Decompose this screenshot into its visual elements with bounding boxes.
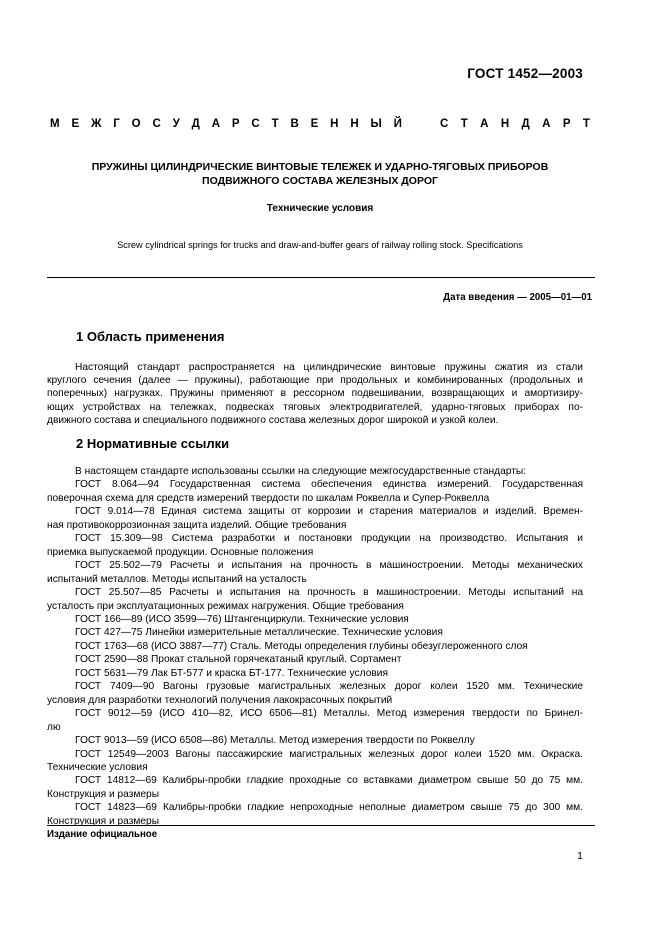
reference-line: ГОСТ 9.014—78 Единая система защиты от коррозии и старения материалов и изделий. Времен- xyxy=(75,506,583,518)
spaced-letter: А xyxy=(480,118,489,130)
spaced-letter: Е xyxy=(71,118,80,130)
reference-line: ГОСТ 7409—90 Вагоны грузовые магистральных железных дорог колеи 1520 мм. Технические xyxy=(75,681,583,693)
spaced-heading xyxy=(50,118,590,130)
reference-line: ГОСТ 1763—68 (ИСО 3887—77) Сталь. Методы определения глубины обезуглероженного слоя xyxy=(75,640,528,652)
document-title xyxy=(60,160,580,188)
spaced-letter: В xyxy=(290,118,299,130)
reference-line: лю xyxy=(47,721,61,733)
reference-line: ГОСТ 14812—69 Калибры-пробки гладкие проходные со вставками диаметром свыше 50 до 75 мм. xyxy=(75,775,583,787)
reference-line: Технические условия xyxy=(47,761,148,773)
spaced-letter: С xyxy=(440,118,449,130)
spaced-letter: М xyxy=(50,118,60,130)
reference-line: ГОСТ 2590—88 Прокат стальной горячекатаный круглый. Сортамент xyxy=(75,654,402,666)
reference-line: поверочная схема для средств измерений твердости по шкалам Роквелла и Супер-Роквелла xyxy=(47,492,490,504)
section-1-body xyxy=(47,361,583,427)
english-title: Screw cylindrical springs for trucks and draw-and-buffer gears of railway rolling stock. Specifications xyxy=(117,240,523,250)
reference-line: Конструкция и размеры xyxy=(47,815,160,827)
reference-line: ГОСТ 25.507—85 Расчеты и испытания на прочность в машиностроении. Методы испытаний на xyxy=(75,587,583,599)
reference-line: приемка выпускаемой продукции. Основные положения xyxy=(47,546,314,558)
spaced-letter: Т xyxy=(460,118,468,130)
title-line-1: ПРУЖИНЫ ЦИЛИНДРИЧЕСКИЕ ВИНТОВЫЕ ТЕЛЕЖЕК И УДАРНО-ТЯГОВЫХ ПРИБОРОВ xyxy=(91,161,549,173)
spaced-heading-word-2 xyxy=(440,118,590,130)
spaced-letter: Р xyxy=(562,118,571,130)
reference-line: ГОСТ 166—89 (ИСО 3599—76) Штангенциркули. Технические условия xyxy=(75,613,409,625)
spaced-letter: Г xyxy=(113,118,120,130)
paragraph-line: круглого сечения (далее — пружины), работающие при продольных и комбинированных (продольных и xyxy=(47,375,583,387)
spaced-letter: Д xyxy=(521,118,530,130)
reference-line: В настоящем стандарте использованы ссылки на следующие межгосударственные стандарты: xyxy=(75,466,527,477)
reference-line: ГОСТ 9012—59 (ИСО 410—82, ИСО 6506—81) Металлы. Метод измерения твердости по Бринел- xyxy=(75,708,583,720)
spaced-letter: Т xyxy=(582,118,590,130)
spaced-letter: Ж xyxy=(90,118,102,130)
spaced-letter: Й xyxy=(393,118,402,130)
spaced-heading-word-1 xyxy=(50,118,402,130)
reference-line: условия для разработки технологий получения лакокрасочных покрытий xyxy=(47,694,393,706)
reference-line: ГОСТ 5631—79 Лак БТ-577 и краска БТ-177. Технические условия xyxy=(75,667,388,679)
spaced-letter: С xyxy=(152,118,161,130)
introduction-date: Дата введения — 2005—01—01 xyxy=(443,292,592,303)
reference-line: Конструкция и размеры xyxy=(47,788,160,800)
page-number: 1 xyxy=(577,850,583,862)
reference-line: ГОСТ 12549—2003 Вагоны пассажирские магистральных железных дорог колеи 1520 мм. Окраска. xyxy=(75,748,583,760)
paragraph-line: движного состава и специального подвижного состава железных дорог широкой и узкой колеи. xyxy=(47,414,499,426)
spaced-letter: А xyxy=(542,118,551,130)
reference-line: усталость при эксплуатационных режимах нагружения. Общие требования xyxy=(47,600,404,612)
spaced-letter: А xyxy=(211,118,221,130)
reference-line: ГОСТ 427—75 Линейки измерительные металлические. Технические условия xyxy=(75,627,443,639)
reference-line: ГОСТ 14823—69 Калибры-пробки гладкие непроходные неполные диаметром свыше 75 до 300 мм. xyxy=(75,802,583,814)
section-2-heading: 2 Нормативные ссылки xyxy=(76,436,230,451)
reference-line: испытаний металлов. Методы испытаний на усталость xyxy=(47,573,307,585)
spaced-letter: Т xyxy=(271,118,279,130)
reference-line: ГОСТ 9013—59 (ИСО 6508—86) Металлы. Метод измерения твердости по Роквеллу xyxy=(75,735,475,747)
paragraph-line: ющих устройствах на тележках, подвесках тяговых электродвигателей, ударно-тяговых приборах по- xyxy=(47,401,583,413)
section-1-heading: 1 Область применения xyxy=(76,329,225,344)
spaced-letter: Н xyxy=(500,118,510,130)
spaced-letter: Д xyxy=(191,118,200,130)
spaced-letter: О xyxy=(131,118,141,130)
reference-line: ГОСТ 8.064—94 Государственная система обеспечения единства измерений. Государственная xyxy=(75,479,583,491)
doc-number: ГОСТ 1452—2003 xyxy=(467,66,583,81)
paragraph-line: поперечных) нагрузках. Пружины применяют в рессорном подвешивании, возвращающих и амортизиру- xyxy=(47,388,583,400)
spaced-letter: С xyxy=(251,118,260,130)
reference-line: ГОСТ 15.309—98 Система разработки и постановки продукции на производство. Испытания и xyxy=(75,533,583,545)
bottom-divider xyxy=(47,825,595,826)
spaced-letter: Р xyxy=(231,118,240,130)
paragraph-line: Настоящий стандарт распространяется на цилиндрические винтовые пружины сжатия из стали xyxy=(75,362,583,373)
spaced-letter: Н xyxy=(350,118,359,130)
document-subtitle: Технические условия xyxy=(266,203,374,214)
top-divider xyxy=(47,277,595,278)
edition-label: Издание официальное xyxy=(47,829,158,840)
section-2-body xyxy=(47,465,583,828)
title-line-2: ПОДВИЖНОГО СОСТАВА ЖЕЛЕЗНЫХ ДОРОГ xyxy=(202,175,438,187)
reference-line: ная противокоррозионная защита изделий. Общие требования xyxy=(47,519,347,531)
spaced-letter: Н xyxy=(330,118,339,130)
spaced-letter: Е xyxy=(310,118,319,130)
spaced-letter: У xyxy=(172,118,180,130)
reference-line: ГОСТ 25.502—79 Расчеты и испытания на прочность в машиностроении. Методы механических xyxy=(75,560,583,572)
spaced-letter: Ы xyxy=(370,118,382,130)
